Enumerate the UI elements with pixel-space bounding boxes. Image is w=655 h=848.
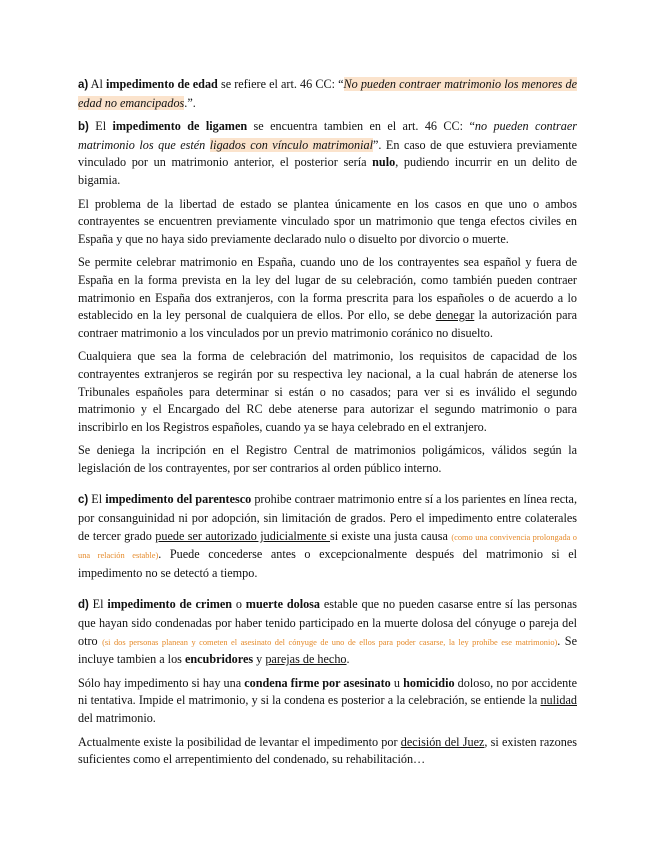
text: se refiere el art. 46 CC: “	[217, 77, 344, 91]
paragraph-levantar-impedimento	[78, 734, 577, 769]
text: El	[88, 492, 106, 507]
paragraph-impedimento-crimen	[78, 596, 577, 668]
paragraph-matrimonio-espana	[78, 254, 577, 342]
paragraph-libertad-estado: El problema de la libertad de estado se plantea únicamente en los casos en que uno o ambos contrayentes se encuentren previamente vinculado spor un matrimonio que tenga efectos civiles en España y que no haya sido previamente declarado nulo o disuelto por divorcio o muerte.	[78, 196, 577, 246]
text: si existe una justa causa	[330, 528, 452, 543]
margin-note: (como una convivencia prolongada o una relación estable)	[78, 532, 577, 561]
text: , pudiendo incurrir en un delito de bigamia.	[78, 155, 577, 187]
text: Al	[88, 77, 106, 91]
paragraph-poligamia: Se deniega la incripción en el Registro Central de matrimonios poligámicos, válidos según la legislación de los contrayentes, por ser contrarios al orden público interno.	[78, 443, 577, 475]
text: prohibe contraer matrimonio entre sí a los parientes en línea recta, por consanguinidad ni por adopción, sin limitación de grados. Pero el impedimento entre colaterales de tercer grado	[78, 492, 578, 543]
underlined-parejas-hecho: parejas de hecho	[265, 652, 347, 667]
text: se encuentra tambien en el art. 46 CC: “	[247, 119, 475, 134]
text: del matrimonio.	[78, 711, 156, 725]
term-impedimento-crimen: impedimento de crimen	[107, 597, 233, 612]
text: Sólo hay impedimento si hay una	[78, 675, 245, 690]
term-condena-firme: condena firme por asesinato	[244, 675, 391, 690]
item-label-a: a)	[78, 79, 89, 91]
text: , si existen razones suficientes como el arrepentimiento del condenado, su rehabilitación…	[78, 734, 577, 767]
text: la autorización para contraer matrimonio a los vinculados por un previo matrimonio coránico no disuelto.	[78, 308, 578, 340]
text: u	[390, 675, 404, 690]
paragraph-impedimento-parentesco	[78, 491, 577, 582]
text: .”.	[184, 95, 196, 110]
item-label-b: b)	[78, 121, 89, 134]
paragraph-requisitos-capacidad: Cualquiera que sea la forma de celebración del matrimonio, los requisitos de capacidad de los contrayentes extranjeros se regirán por su respectiva ley nacional, a la cual habrán de atenerse los Tribunales españoles para determinar si están o no casados; para ver si es inválido el segundo matrimonio y el Encargado del RC debe atenerse para autorizar el segundo matrimonio o para inscribirlo en los Registros españoles, cuando ya se haya celebrado en el extranjero.	[78, 349, 577, 434]
text: doloso, no por accidente ni tentativa. Impide el matrimonio, y si la condena es posterior a la celebración, se entiende la	[78, 675, 577, 708]
item-label-d: d)	[78, 599, 89, 612]
text: o	[232, 597, 246, 612]
term-muerte-dolosa: muerte dolosa	[245, 597, 321, 612]
term-impedimento-edad: impedimento de edad	[105, 77, 218, 91]
term-impedimento-ligamen: impedimento de ligamen	[112, 119, 248, 134]
text: . Se incluye tambien a los	[78, 633, 577, 667]
underlined-nulidad: nulidad	[540, 693, 577, 708]
term-impedimento-parentesco: impedimento del parentesco	[105, 492, 252, 507]
text: estable que no pueden casarse entre sí las personas que hayan sido condenadas por haber tenido participado en la muerte dolosa del cónyuge o pareja del otro	[78, 597, 577, 648]
term-homicidio: homicidio	[403, 675, 455, 690]
quote-highlight: No pueden contraer matrimonio los menores de edad no emancipados	[78, 77, 577, 110]
text: ”. En caso de que estuviera previamente vinculado por un matrimonio anterior, el posterior sería	[78, 137, 578, 170]
paragraph-impedimento-edad	[78, 76, 577, 112]
underlined-autorizado: puede ser autorizado judicialmente	[155, 528, 330, 543]
text: Se permite celebrar matrimonio en España, cuando uno de los contrayentes sea español y fuera de España en la forma prevista en la ley del lugar de su celebración, como también pueden contraer matrimonio en España dos extranjeros, con la forma prescrita para los españoles o de acuerdo a lo establecido en la ley personal de cualquiera de ellos. Por ello, se debe	[78, 255, 577, 323]
quote: no pueden contraer matrimonio los que estén	[78, 119, 578, 152]
paragraph-impedimento-ligamen	[78, 118, 577, 189]
term-nulo: nulo	[372, 155, 396, 170]
text: Actualmente existe la posibilidad de levantar el impedimento por	[78, 734, 401, 749]
text: y	[253, 652, 266, 667]
quote-highlight: ligados con vínculo matrimonial	[209, 137, 373, 152]
text: El	[88, 597, 108, 612]
underlined-denegar: denegar	[435, 308, 475, 323]
term-encubridores: encubridores	[184, 652, 254, 667]
text: El	[88, 119, 113, 134]
text: .	[346, 652, 350, 667]
margin-note: (si dos personas planean y cometen el asesinato del cónyuge de uno de ellos para poder casarse, la ley prohíbe ese matrimonio)	[102, 637, 558, 647]
text: . Puede concederse antes o excepcionalmente después del matrimonio si el impedimento no se detectó a tiempo.	[78, 547, 577, 580]
paragraph-condena-firme	[78, 675, 577, 728]
item-label-c: c)	[78, 494, 89, 507]
underlined-decision-juez: decisión del Juez	[400, 734, 485, 749]
